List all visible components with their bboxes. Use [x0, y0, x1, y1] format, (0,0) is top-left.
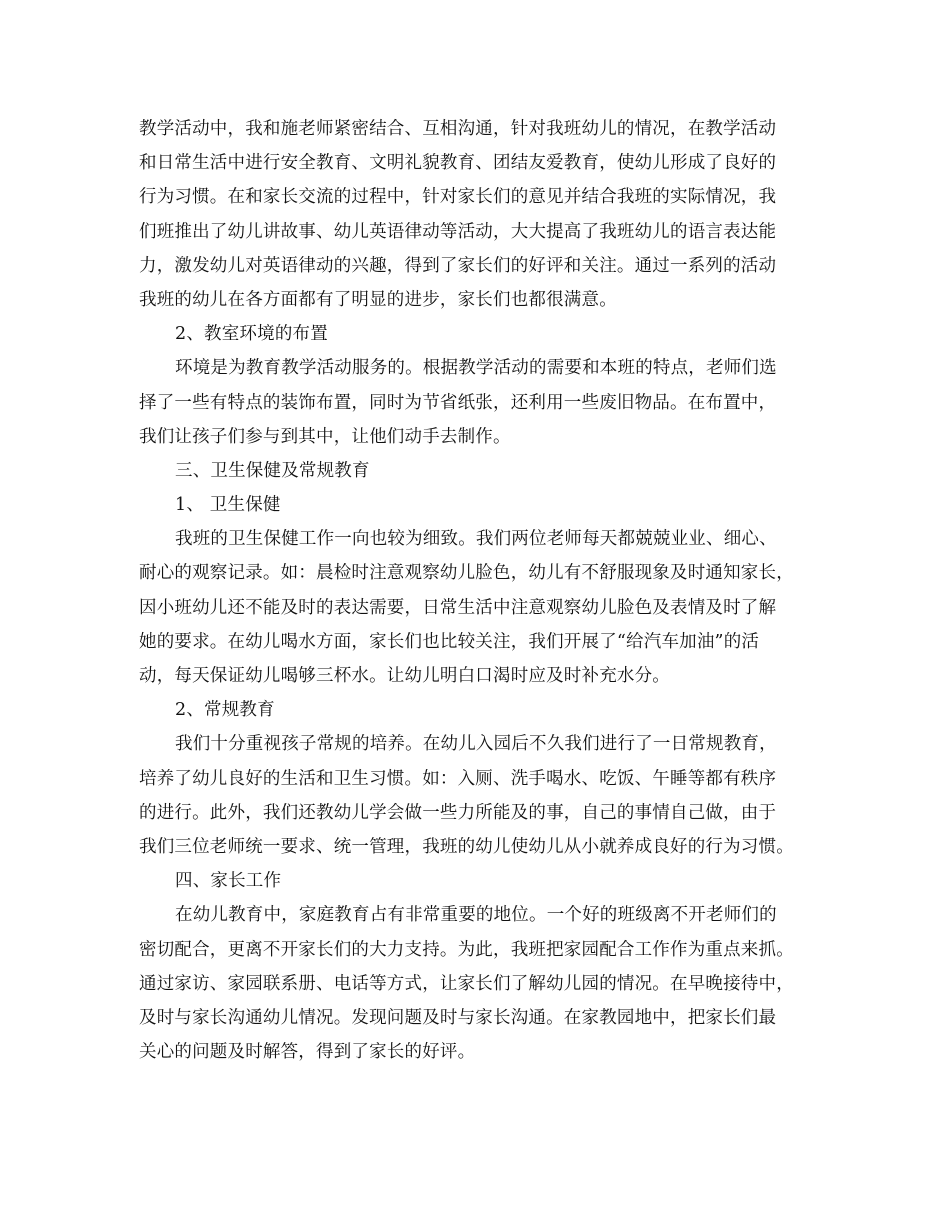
text-line: 培养了幼儿良好的生活和卫生习惯。如：入厕、洗手喝水、吃饭、午睡等都有秩序 — [139, 768, 777, 789]
text-line: 2、常规教育 — [175, 700, 275, 721]
text-line: 的进行。此外，我们还教幼儿学会做一些力所能及的事，自己的事情自己做，由于 — [139, 802, 777, 823]
text-line: 三、卫生保健及常规教育 — [175, 460, 370, 481]
text-line: 我们让孩子们参与到其中，让他们动手去制作。 — [139, 426, 511, 447]
text-line: 择了一些有特点的装饰布置，同时为节省纸张，还利用一些废旧物品。在布置中， — [139, 392, 777, 413]
text-line: 通过家访、家园联系册、电话等方式，让家长们了解幼儿园的情况。在早晚接待中， — [139, 973, 794, 994]
text-line: 教学活动中，我和施老师紧密结合、互相沟通，针对我班幼儿的情况，在教学活动 — [139, 119, 777, 139]
text-line: 我们十分重视孩子常规的培养。在幼儿入园后不久我们进行了一日常规教育， — [175, 734, 777, 755]
text-line: 我班的卫生保健工作一向也较为细致。我们两位老师每天都兢兢业业、细心、 — [175, 529, 777, 550]
text-line: 力，激发幼儿对英语律动的兴趣，得到了家长们的好评和关注。通过一系列的活动 — [139, 255, 777, 276]
text-line: 动，每天保证幼儿喝够三杯水。让幼儿明白口渴时应及时补充水分。 — [139, 666, 670, 686]
text-line: 我班的幼儿在各方面都有了明显的进步，家长们也都很满意。 — [139, 289, 617, 310]
text-line: 在幼儿教育中，家庭教育占有非常重要的地位。一个好的班级离不开老师们的 — [175, 905, 777, 926]
text-line: 四、家长工作 — [175, 871, 282, 892]
text-line: 行为习惯。在和家长交流的过程中，针对家长们的意见并结合我班的实际情况，我 — [139, 187, 777, 208]
text-line: 1、 卫生保健 — [175, 495, 281, 516]
text-line: 耐心的观察记录。如：晨检时注意观察幼儿脸色，幼儿有不舒服现象及时通知家长， — [139, 563, 794, 584]
text-line: 我们三位老师统一要求、统一管理，我班的幼儿使幼儿从小就养成良好的行为习惯。 — [139, 836, 794, 857]
text-line: 和日常生活中进行安全教育、文明礼貌教育、团结友爱教育，使幼儿形成了良好的 — [139, 153, 777, 174]
text-line: 们班推出了幼儿讲故事、幼儿英语律动等活动，大大提高了我班幼儿的语言表达能 — [139, 221, 777, 242]
text-line: 2、教室环境的布置 — [175, 324, 328, 345]
text-line: 关心的问题及时解答，得到了家长的好评。 — [139, 1042, 476, 1063]
text-line: 环境是为教育教学活动服务的。根据教学活动的需要和本班的特点，老师们选 — [175, 358, 777, 379]
document-page — [139, 112, 819, 1069]
text-line: 因小班幼儿还不能及时的表达需要，日常生活中注意观察幼儿脸色及表情及时了解 — [139, 597, 777, 618]
text-line: 密切配合，更离不开家长们的大力支持。为此，我班把家园配合工作作为重点来抓。 — [139, 939, 794, 960]
text-line: 及时与家长沟通幼儿情况。发现问题及时与家长沟通。在家教园地中，把家长们最 — [139, 1007, 777, 1028]
text-line: 她的要求。在幼儿喝水方面，家长们也比较关注，我们开展了“给汽车加油”的活 — [139, 631, 760, 652]
